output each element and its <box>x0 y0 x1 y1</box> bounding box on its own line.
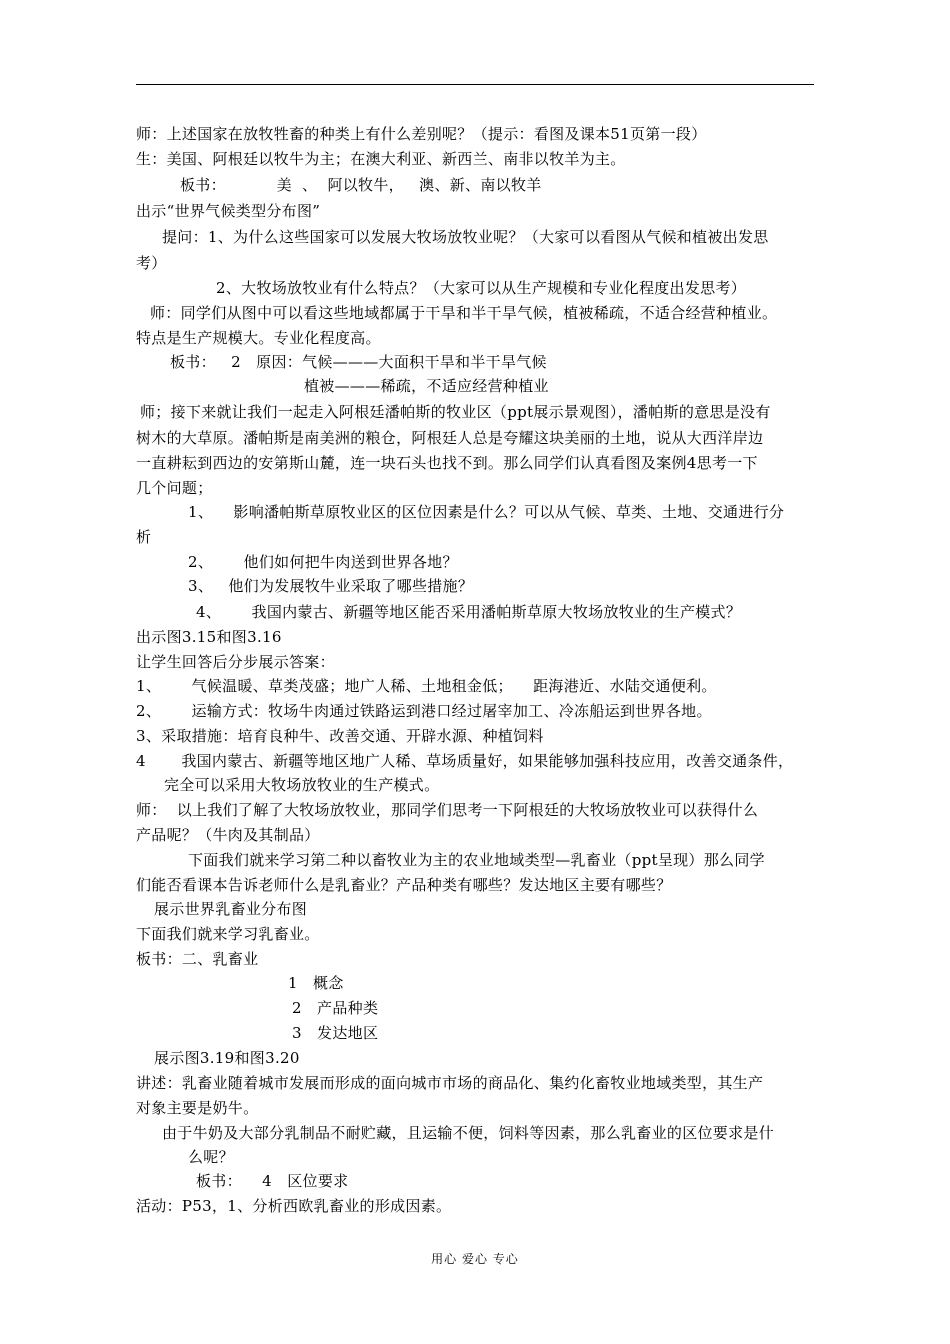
text-line: 3 发达地区 <box>292 1024 379 1042</box>
text-line: 2 产品种类 <box>292 999 379 1017</box>
header-rule <box>136 84 814 85</box>
text-line: 出示“世界气候类型分布图” <box>136 202 321 220</box>
text-line: 活动：P53，1、分析西欧乳畜业的形成因素。 <box>136 1197 452 1215</box>
text-line: 提问：1、为什么这些国家可以发展大牧场放牧业呢？（大家可以看图从气候和植被出发思 <box>162 228 769 246</box>
text-line: 板书： 2 原因：气候———大面积干旱和半干旱气候 <box>170 353 547 371</box>
text-line: 对象主要是奶牛。 <box>136 1099 259 1117</box>
text-line: 析 <box>136 528 152 546</box>
text-line: 师：上述国家在放牧牲畜的种类上有什么差别呢？（提示：看图及课本51页第一段） <box>136 125 707 143</box>
text-line: 1 概念 <box>288 974 344 992</box>
text-line: 植被———稀疏，不适应经营种植业 <box>304 377 549 395</box>
text-line: 师：同学们从图中可以看这些地域都属于干旱和半干旱气候，植被稀疏，不适合经营种植业。 <box>150 304 778 322</box>
text-line: 2、 运输方式：牧场牛肉通过铁路运到港口经过屠宰加工、冷冻船运到世界各地。 <box>136 702 712 720</box>
text-line: 生：美国、阿根廷以牧牛为主；在澳大利亚、新西兰、南非以牧羊为主。 <box>136 150 626 168</box>
text-line: 考） <box>136 254 167 272</box>
text-line: 2、大牧场放牧业有什么特点？（大家可以从生产规模和专业化程度出发思考） <box>216 279 747 297</box>
page-footer: 用心 爱心 专心 <box>431 1252 519 1266</box>
text-line: 展示世界乳畜业分布图 <box>154 900 308 918</box>
text-line: 3、 他们为发展牧牛业采取了哪些措施？ <box>188 577 474 595</box>
text-line: 下面我们就来学习乳畜业。 <box>136 925 320 943</box>
text-line: 讲述：乳畜业随着城市发展而形成的面向城市市场的商品化、集约化畜牧业地域类型，其生产 <box>136 1074 764 1092</box>
text-line: 让学生回答后分步展示答案： <box>136 653 335 671</box>
text-line: 展示图3.19和图3.20 <box>154 1049 300 1067</box>
text-line: 1、 气候温暖、草类茂盛；地广人稀、土地租金低； 距海港近、水陆交通便利。 <box>136 677 717 695</box>
text-line: 几个问题； <box>136 479 213 497</box>
text-line: 3、采取措施：培育良种牛、改善交通、开辟水源、种植饲料 <box>136 727 544 745</box>
text-line: 树木的大草原。潘帕斯是南美洲的粮仓，阿根廷人总是夸耀这块美丽的土地，说从大西洋岸边 <box>136 429 764 447</box>
text-line: 4、 我国内蒙古、新疆等地区能否采用潘帕斯草原大牧场放牧业的生产模式？ <box>196 603 742 621</box>
text-line: 师；接下来就让我们一起走入阿根廷潘帕斯的牧业区（ppt展示景观图），潘帕斯的意思是没有 <box>140 403 771 421</box>
text-line: 么呢？ <box>188 1148 234 1166</box>
text-line: 特点是生产规模大。专业化程度高。 <box>136 329 381 347</box>
text-line: 板书： 4 区位要求 <box>196 1172 349 1190</box>
text-line: 们能否看课本告诉老师什么是乳畜业？产品种类有哪些？发达地区主要有哪些？ <box>136 876 672 894</box>
text-line: 产品呢？（牛肉及其制品） <box>136 826 320 844</box>
text-line: 下面我们就来学习第二种以畜牧业为主的农业地域类型—乳畜业（ppt呈现）那么同学 <box>188 851 765 869</box>
text-line: 由于牛奶及大部分乳制品不耐贮藏，且运输不便，饲料等因素，那么乳畜业的区位要求是什 <box>162 1124 775 1142</box>
text-line: 一直耕耘到西边的安第斯山麓，连一块石头也找不到。那么同学们认真看图及案例4思考一下 <box>136 454 758 472</box>
text-line: 4 我国内蒙古、新疆等地区地广人稀、草场质量好，如果能够加强科技应用，改善交通条件， <box>136 752 794 770</box>
text-line: 板书：二、乳畜业 <box>136 950 259 968</box>
text-line: 师： 以上我们了解了大牧场放牧业，那同学们思考一下阿根廷的大牧场放牧业可以获得什么 <box>136 801 759 819</box>
text-line: 板书： 美 、 阿以牧牛， 澳、新、南以牧羊 <box>180 176 542 194</box>
text-line: 出示图3.15和图3.16 <box>136 628 282 646</box>
text-line: 1、 影响潘帕斯草原牧业区的区位因素是什么？可以从气候、草类、土地、交通进行分 <box>188 503 785 521</box>
text-line: 完全可以采用大牧场放牧业的生产模式。 <box>164 776 440 794</box>
text-line: 2、 他们如何把牛肉送到世界各地？ <box>188 553 458 571</box>
